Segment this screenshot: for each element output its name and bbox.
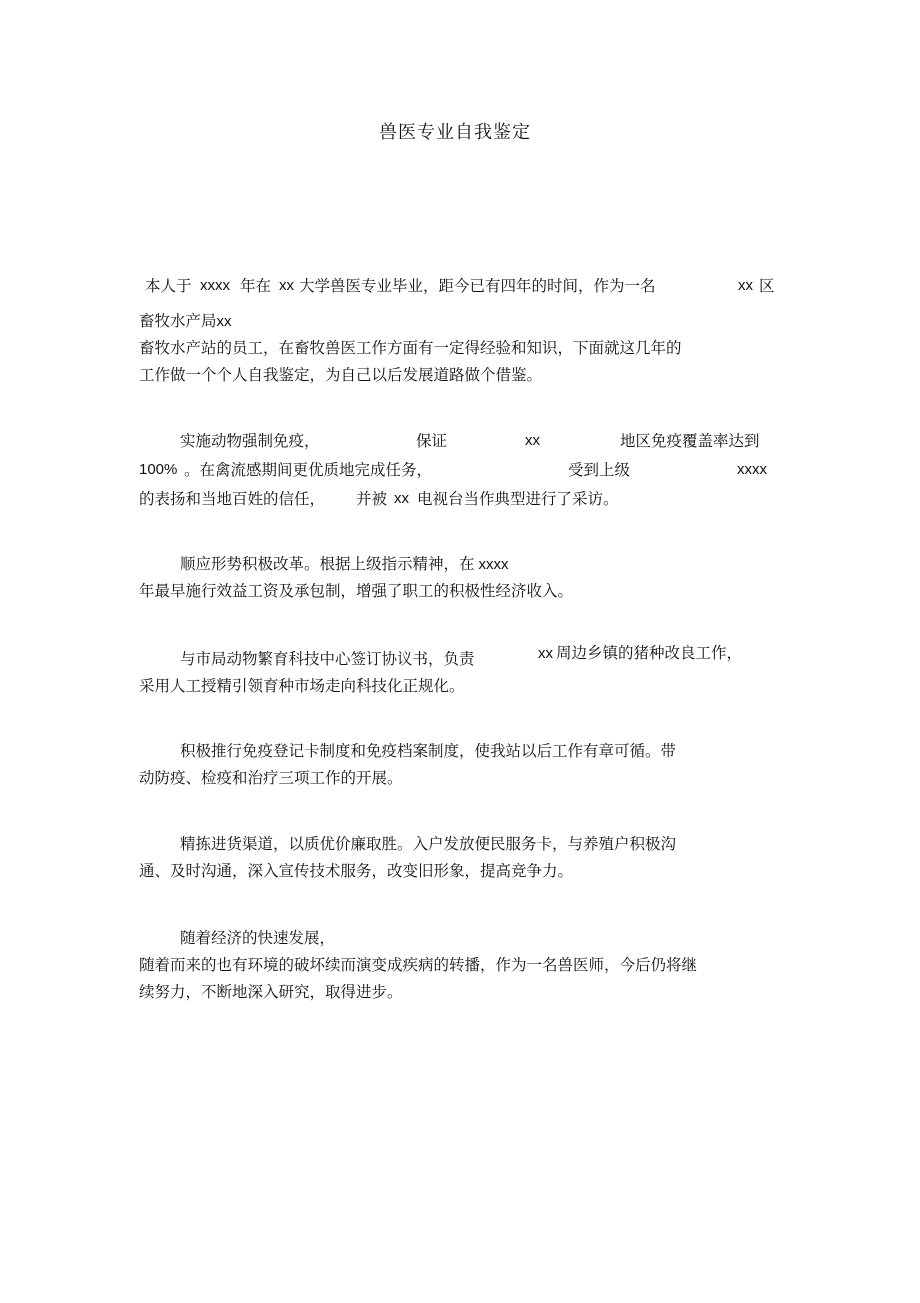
document-page: 兽医专业自我鉴定 本人于 xxxx 年在 xx 大学兽医专业毕业，距今已有四年的时间，作为一名 xx 区 畜牧水产局xx 畜牧水产站的员工，在畜牧兽医工作方面有一定得经验和知识，下面就这几年的 工作做一个个人自我鉴定，为自己以后发展道路做个借鉴。 实施动物强制免疫， 保证 xx 地区免疫覆盖率达到 100% 。在禽流感期间更优质地完成任务， 受到上级 xxxx 的表扬和当地百姓的信任， 并被 xx 电视台当作典型进行了采访。 顺应形势积极改革。根据上级指示精神，在 xxxx 年最早施行效益工资及承包制，增强了职工的积极性经济收入。 与市局动物繁育科技中心签订协议书，负责 xx 周边乡镇的猪种改良工作， 采用人工授精引领育种市场走向科技化正规化。 积极推行免疫登记卡制度和免疫档案制度，使我站以后工作有章可循。带 动防疫、检疫和治疗三项工作的开展。 精拣进货渠道，以质优价廉取胜。入户发放便民服务卡，与养殖户积极沟 通、及时沟通，深入宣传技术服务，改变旧形象，提高竞争力。 随着经济的快速发展， 随着而来的也有环境的破坏续而演变成疾病的转播，作为一名兽医师，今后仍将继 续努力，不断地深入研究，取得进步。: [0, 0, 920, 1303]
paragraph-7-line-2: 随着而来的也有环境的破坏续而演变成疾病的转播，作为一名兽医师，今后仍将继: [139, 956, 698, 974]
paragraph-5-line-1: 积极推行免疫登记卡制度和免疫档案制度，使我站以后工作有章可循。带: [180, 742, 677, 760]
paragraph-1-line-3: 畜牧水产站的员工，在畜牧兽医工作方面有一定得经验和知识，下面就这几年的: [139, 339, 682, 357]
paragraph-4-line-2: 采用人工授精引领育种市场走向科技化正规化。: [139, 677, 465, 695]
paragraph-1-line-2: 畜牧水产局xx: [139, 312, 232, 330]
paragraph-4-line-1a: 与市局动物繁育科技中心签订协议书，负责: [180, 650, 475, 668]
document-title: 兽医专业自我鉴定: [379, 122, 531, 143]
paragraph-6-line-2: 通、及时沟通，深入宣传技术服务，改变旧形象，提高竞争力。: [139, 862, 574, 880]
paragraph-5-line-2: 动防疫、检疫和治疗三项工作的开展。: [139, 769, 403, 787]
paragraph-7-line-1: 随着经济的快速发展，: [180, 929, 336, 947]
paragraph-1-line-4: 工作做一个个人自我鉴定，为自己以后发展道路做个借鉴。: [139, 366, 543, 384]
paragraph-3-line-2: 年最早施行效益工资及承包制，增强了职工的积极性经济收入。: [139, 582, 574, 600]
paragraph-6-line-1: 精拣进货渠道，以质优价廉取胜。入户发放便民服务卡，与养殖户积极沟: [180, 835, 677, 853]
paragraph-4-line-1b: xx 周边乡镇的猪种改良工作，: [538, 644, 743, 662]
paragraph-7-line-3: 续努力，不断地深入研究，取得进步。: [139, 983, 403, 1001]
paragraph-3-line-1: 顺应形势积极改革。根据上级指示精神，在 xxxx: [180, 555, 509, 573]
